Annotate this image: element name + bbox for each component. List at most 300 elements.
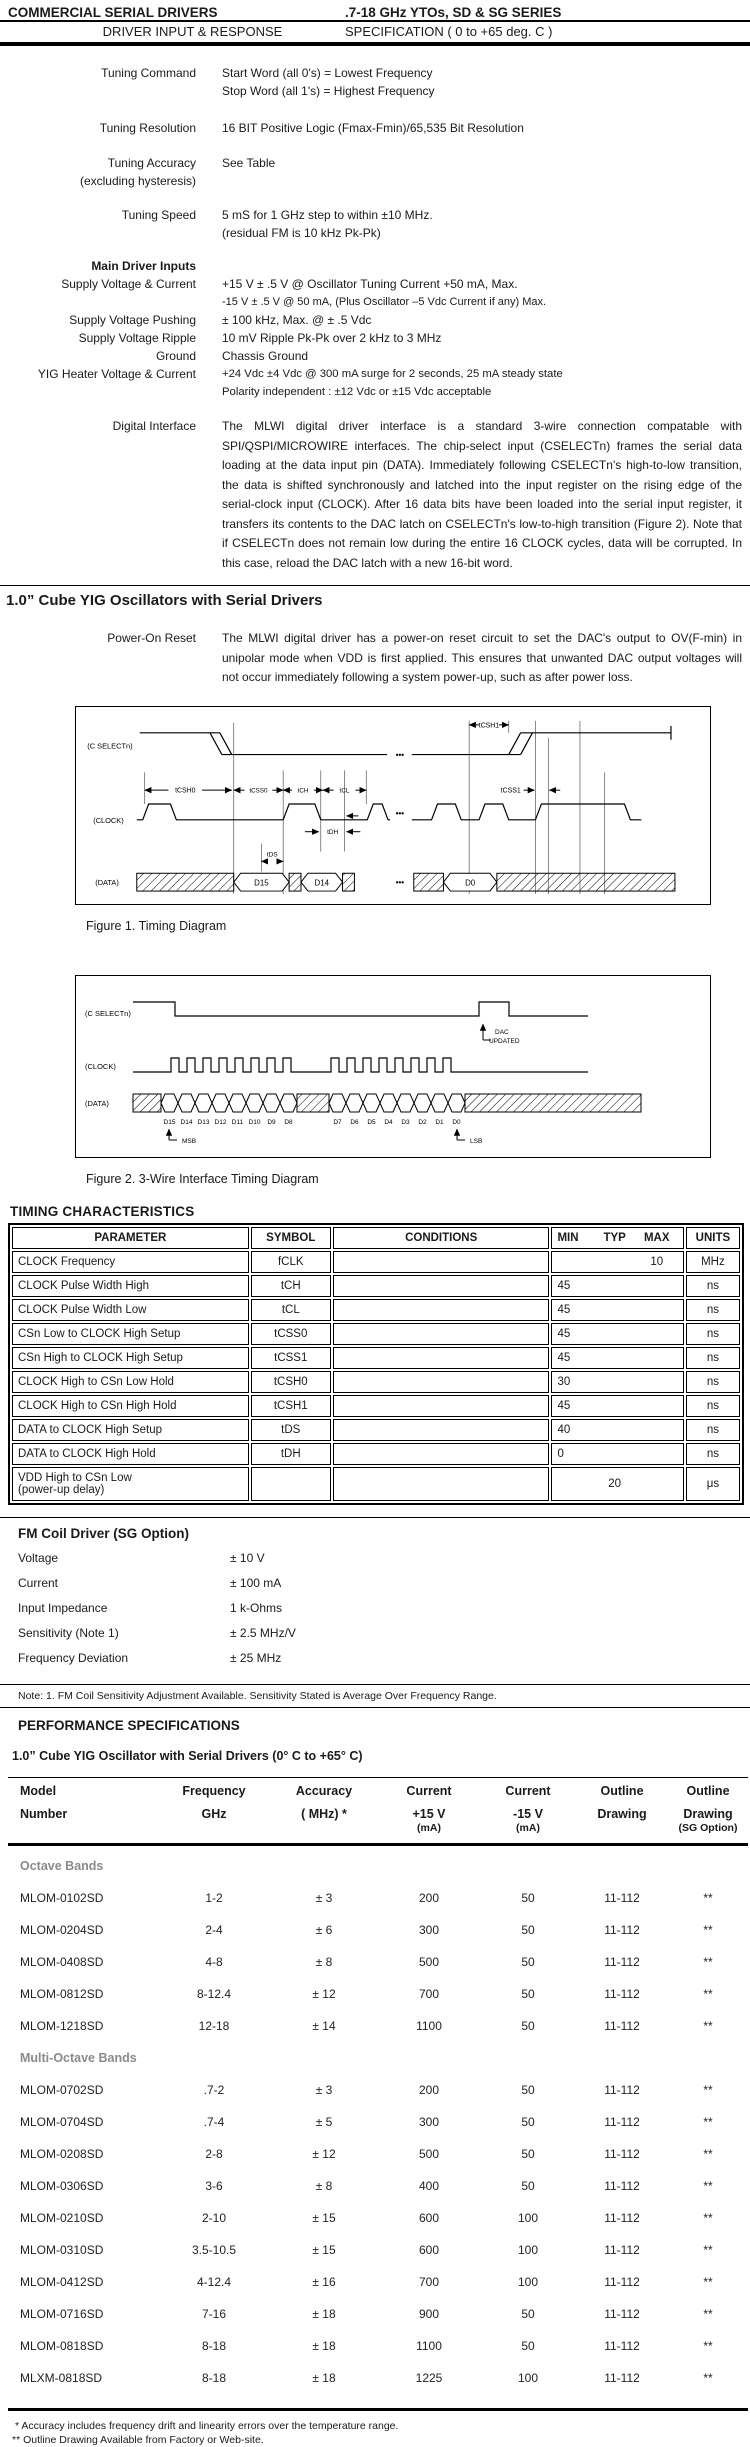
timing-min-typ-max (551, 1443, 683, 1465)
timing-units: MHz (686, 1251, 740, 1273)
spec-label: Supply Voltage Ripple (78, 331, 196, 345)
perf-current-neg15: 50 (521, 2146, 535, 2161)
perf-current-pos15: 700 (418, 1986, 440, 2001)
dac-updated-label: UPDATED (489, 1037, 520, 1045)
perf-column-header (480, 1784, 576, 1835)
fm-coil-value: ± 100 mA (230, 1575, 282, 1590)
perf-frequency: 1-2 (205, 1890, 223, 1905)
bit-labels (164, 1119, 462, 1126)
timing-conditions (333, 1251, 550, 1273)
performance-row (8, 1978, 750, 2010)
perf-current-neg15: 100 (517, 2274, 539, 2289)
timing-symbol: tCSS1 (251, 1347, 331, 1369)
perf-outline-drawing-sg: ** (703, 2018, 713, 2033)
perf-current-neg15: 100 (517, 2210, 539, 2225)
timing-symbol: tCSH0 (251, 1371, 331, 1393)
timing-conditions (333, 1419, 550, 1441)
perf-accuracy: ± 16 (312, 2274, 336, 2289)
signal-label-clock: (CLOCK) (85, 1061, 116, 1071)
timing-header-typ: TYP (603, 1231, 626, 1244)
timing-units: ns (686, 1275, 740, 1297)
spec-value-line: (residual FM is 10 kHz Pk-Pk) (222, 226, 381, 240)
perf-current-neg15: 100 (517, 2242, 539, 2257)
timing-row (12, 1275, 740, 1297)
dimension-arrows (145, 721, 560, 861)
perf-outline-drawing: 11-112 (604, 2146, 640, 2161)
performance-row (8, 2170, 750, 2202)
spec-value-line: Polarity independent : ±12 Vdc or ±15 Vdc acceptable (222, 386, 492, 398)
perf-header-line1: Outline (686, 1783, 730, 1798)
perf-model-number: MLOM-0412SD (20, 2274, 104, 2289)
perf-header-line2: +15 V (412, 1806, 446, 1821)
timing-max-value (636, 1376, 678, 1388)
timing-conditions (333, 1443, 550, 1465)
perf-header-line1: Model (20, 1783, 57, 1798)
footnote-outline: ** Outline Drawing Available from Factory or Web-site. (12, 2433, 264, 2446)
timing-max-value (636, 1400, 678, 1412)
figure1-box (75, 706, 711, 905)
svg-text:D3: D3 (401, 1118, 410, 1126)
spec-label: Digital Interface (112, 419, 196, 433)
perf-model-number: MLOM-0208SD (20, 2146, 104, 2161)
performance-row (8, 2362, 750, 2394)
dim-label-tds: tDS (266, 850, 278, 858)
spec-value (222, 64, 750, 100)
perf-outline-drawing-sg: ** (703, 1986, 713, 2001)
timing-characteristics-heading: TIMING CHARACTERISTICS (10, 1203, 195, 1219)
perf-current-pos15: 500 (418, 2146, 440, 2161)
timing-units: μs (686, 1467, 740, 1501)
performance-row (8, 1882, 750, 1914)
digital-interface-paragraph: The MLWI digital driver interface is a standard 3-wire connection compatable with SPI/QSPI/MICROWIRE interfaces. The chip-select input (CSELECTn) frames the serial data loading at the data input pin (DATA). Immediately following CSELECTn's high-to-low transition, the data is shifted synchronously and latched into the input register on the rising edge of the serial-clock input (CLOCK). After 16 data bits have been loaded into the serial input register, it transfers its contents to the DAC latch on CSELECTn's low-to-high transition (Figure 2). Note that if CSELECTn does not remain low during the entire 16 CLOCK cycles, data will be corrupted. In this case, reload the DAC latch with a new 16-bit word. (222, 419, 742, 570)
fm-coil-row (0, 1651, 750, 1676)
signal-label-cselect: (C SELECTn) (87, 741, 133, 751)
perf-accuracy: ± 18 (312, 2306, 336, 2321)
timing-row (12, 1467, 740, 1501)
perf-outline-drawing-sg: ** (703, 2114, 713, 2129)
perf-model-number: MLOM-0408SD (20, 1954, 104, 1969)
perf-header-line3 (576, 1822, 668, 1835)
perf-current-pos15: 300 (418, 1922, 440, 1937)
svg-text:D5: D5 (367, 1118, 376, 1126)
perf-outline-drawing: 11-112 (604, 2178, 640, 2193)
spec-value-line: +15 V ± .5 V @ Oscillator Tuning Current +50 mA, Max. (222, 277, 518, 291)
fm-coil-row (0, 1551, 750, 1576)
perf-model-number: Octave Bands (20, 1858, 104, 1873)
perf-current-pos15: 400 (418, 2178, 440, 2193)
perf-outline-drawing-sg: ** (703, 1954, 713, 1969)
timing-parameter: CLOCK Frequency (12, 1251, 249, 1273)
perf-accuracy: ± 15 (312, 2242, 336, 2257)
perf-model-number: MLOM-0704SD (20, 2114, 104, 2129)
timing-max-value (636, 1448, 678, 1460)
timing-symbol: tDH (251, 1443, 331, 1465)
svg-text:D2: D2 (418, 1118, 427, 1126)
perf-frequency: .7-2 (203, 2082, 225, 2097)
perf-accuracy: ± 8 (315, 1954, 333, 1969)
dim-label-tcss0: tCSS0 (249, 787, 268, 795)
perf-header-line2: -15 V (513, 1806, 543, 1821)
figure1-caption: Figure 1. Timing Diagram (86, 918, 227, 933)
spec-tuning-resolution (0, 119, 750, 137)
timing-parameter: DATA to CLOCK High Setup (12, 1419, 249, 1441)
fm-coil-value: ± 2.5 MHz/V (230, 1625, 296, 1640)
timing-min-value: 45 (557, 1279, 571, 1292)
perf-column-header (270, 1784, 378, 1835)
spec-supply-voltage-pushing (0, 311, 750, 329)
timing-units: ns (686, 1443, 740, 1465)
timing-parameter: CSn Low to CLOCK High Setup (12, 1323, 249, 1345)
performance-heading: PERFORMANCE SPECIFICATIONS (18, 1717, 240, 1733)
perf-current-pos15: 600 (418, 2210, 440, 2225)
timing-typ-value (594, 1328, 636, 1340)
spec-value (222, 365, 750, 401)
perf-outline-drawing: 11-112 (604, 1890, 640, 1905)
perf-accuracy: ± 8 (315, 2178, 333, 2193)
fm-coil-row (0, 1601, 750, 1626)
spec-value: 16 BIT Positive Logic (Fmax-Fmin)/65,535 Bit Resolution (222, 121, 524, 135)
perf-accuracy: ± 3 (315, 2082, 333, 2097)
perf-outline-drawing-sg: ** (703, 1890, 713, 1905)
perf-model-number: MLOM-0306SD (20, 2178, 104, 2193)
dim-label-tcsh1: tCSH1 (478, 721, 500, 729)
power-on-reset-paragraph: The MLWI digital driver has a power-on reset circuit to set the DAC's output to OV(F-min) in unipolar mode when VDD is first applied. This ensures that unwanted DAC output voltages will not occur immediately following a system power-up, such as after power loss. (222, 631, 742, 684)
fm-coil-label: Voltage (18, 1550, 59, 1565)
perf-bottom-rule (8, 2408, 748, 2411)
perf-accuracy: ± 18 (312, 2370, 336, 2385)
timing-parameter: CLOCK High to CSn Low Hold (12, 1371, 249, 1393)
spec-yig-heater (0, 365, 750, 401)
doc-subtitle-left: DRIVER INPUT & RESPONSE (102, 24, 283, 39)
dim-label-tcss1: tCSS1 (500, 787, 521, 795)
timing-min-value: 40 (557, 1423, 571, 1436)
fm-note-rule-top (0, 1684, 750, 1685)
perf-outline-drawing: 11-112 (604, 2274, 640, 2289)
signal-label-cselect: (C SELECTn) (85, 1008, 131, 1018)
spec-value: Chassis Ground (222, 349, 309, 363)
timing-units: ns (686, 1419, 740, 1441)
spec-value: 10 mV Ripple Pk-Pk over 2 kHz to 3 MHz (222, 331, 442, 345)
perf-outline-drawing-sg: ** (703, 1922, 713, 1937)
performance-row (8, 2074, 750, 2106)
perf-header-line1: Current (505, 1783, 551, 1798)
document-header (0, 2, 750, 46)
spec-supply-voltage-current (0, 275, 750, 311)
timing-min-typ-max (551, 1299, 683, 1321)
performance-row (8, 2330, 750, 2362)
timing-parameter: CLOCK Pulse Width High (12, 1275, 249, 1297)
fm-coil-rows (0, 1551, 750, 1676)
svg-text:D9: D9 (267, 1118, 276, 1126)
doc-title-left: COMMERCIAL SERIAL DRIVERS (8, 5, 218, 20)
section-heading: 1.0” Cube YIG Oscillators with Serial Drivers (6, 592, 323, 609)
performance-table-body (0, 1846, 750, 2394)
doc-title-right: .7-18 GHz YTOs, SD & SG SERIES (345, 5, 562, 20)
perf-frequency: 8-12.4 (196, 1986, 232, 2001)
continuation-dots: ••• (395, 808, 405, 818)
perf-current-pos15: 1100 (416, 2018, 442, 2033)
perf-outline-drawing-sg: ** (703, 2178, 713, 2193)
spec-tuning-accuracy (0, 154, 750, 190)
fm-coil-value: 1 k-Ohms (230, 1600, 283, 1615)
spec-main-driver-inputs (0, 257, 750, 275)
perf-current-neg15: 50 (521, 2306, 535, 2321)
perf-current-pos15: 500 (418, 1954, 440, 1969)
perf-outline-drawing: 11-112 (604, 2306, 640, 2321)
perf-accuracy: ± 12 (312, 2146, 336, 2161)
cselect-waveform (140, 725, 671, 754)
perf-header-line2: Drawing (597, 1806, 647, 1821)
perf-current-neg15: 50 (521, 2018, 535, 2033)
perf-current-pos15: 300 (418, 2114, 440, 2129)
spec-label: Ground (155, 349, 196, 363)
svg-text:D4: D4 (384, 1118, 393, 1126)
spec-value: ± 100 kHz, Max. @ ± .5 Vdc (222, 313, 372, 327)
timing-parameter: CSn High to CLOCK High Setup (12, 1347, 249, 1369)
timing-min-typ-max (551, 1323, 683, 1345)
perf-header-line1: Accuracy (295, 1783, 353, 1798)
dim-label-tcl: tCL (339, 787, 350, 795)
dim-label-tch: tCH (297, 787, 309, 795)
perf-model-number: MLOM-0812SD (20, 1986, 104, 2001)
perf-header-line3: (mA) (516, 1821, 540, 1834)
svg-text:D12: D12 (214, 1118, 227, 1126)
fm-coil-heading: FM Coil Driver (SG Option) (18, 1525, 189, 1541)
dac-updated-label: DAC (495, 1028, 509, 1036)
driver-specs-section (0, 64, 750, 573)
perf-header-line2: Number (20, 1806, 68, 1821)
perf-outline-drawing: 11-112 (604, 2338, 640, 2353)
svg-text:D6: D6 (350, 1118, 359, 1126)
spec-digital-interface (0, 417, 750, 573)
fm-coil-value: ± 10 V (230, 1550, 265, 1565)
perf-frequency: 8-18 (201, 2338, 227, 2353)
doc-subtitle-right: SPECIFICATION ( 0 to +65 deg. C ) (345, 24, 553, 39)
perf-model-number: MLOM-0818SD (20, 2338, 104, 2353)
msb-label: MSB (182, 1137, 197, 1145)
perf-accuracy: ± 6 (315, 1922, 333, 1937)
timing-min-value (557, 1478, 593, 1490)
data-cell-d15: D15 (254, 878, 269, 888)
timing-units: ns (686, 1347, 740, 1369)
perf-outline-drawing: 11-112 (604, 2082, 640, 2097)
performance-row (8, 2298, 750, 2330)
timing-min-typ-max (551, 1347, 683, 1369)
spec-value-line: Stop Word (all 1's) = Highest Frequency (222, 84, 435, 98)
spec-supply-voltage-ripple (0, 329, 750, 347)
perf-current-neg15: 50 (521, 2178, 535, 2193)
perf-column-header (158, 1784, 270, 1835)
dim-label-tdh: tDH (327, 828, 339, 836)
timing-typ-value: 20 (608, 1477, 622, 1490)
perf-frequency: 3.5-10.5 (191, 2242, 237, 2257)
timing-min-value (557, 1256, 593, 1268)
timing-conditions (333, 1323, 550, 1345)
cselect-waveform (133, 1002, 588, 1016)
svg-text:D13: D13 (197, 1118, 210, 1126)
performance-row (8, 1914, 750, 1946)
timing-max-value (636, 1478, 678, 1490)
perf-outline-drawing-sg: ** (703, 2082, 713, 2097)
timing-typ-value (594, 1256, 636, 1268)
timing-conditions (333, 1395, 550, 1417)
performance-row (8, 2042, 750, 2074)
perf-model-number: MLOM-0102SD (20, 1890, 104, 1905)
timing-min-value: 45 (557, 1303, 571, 1316)
perf-accuracy: ± 12 (312, 1986, 336, 2001)
fm-coil-label: Sensitivity (Note 1) (18, 1625, 119, 1640)
perf-header-line1: Frequency (182, 1783, 246, 1798)
data-cell-d0: D0 (465, 878, 476, 888)
perf-header-line3 (158, 1822, 270, 1835)
perf-current-pos15: 1225 (415, 2370, 443, 2385)
spec-value-line: Start Word (all 0's) = Lowest Frequency (222, 66, 433, 80)
spec-label: Power-On Reset (107, 631, 196, 645)
perf-header-line1: Current (406, 1783, 452, 1798)
perf-model-number: Multi-Octave Bands (20, 2050, 137, 2065)
perf-frequency: 12-18 (198, 2018, 230, 2033)
timing-symbol: tCSS0 (251, 1323, 331, 1345)
timing-units: ns (686, 1371, 740, 1393)
perf-model-number: MLOM-0702SD (20, 2082, 104, 2097)
timing-symbol: fCLK (251, 1251, 331, 1273)
spec-value (222, 275, 750, 311)
timing-parameter: VDD High to CSn Low (power-up delay) (12, 1467, 249, 1501)
timing-symbol (251, 1467, 331, 1501)
timing-max-value (636, 1280, 678, 1292)
perf-outline-drawing-sg: ** (703, 2338, 713, 2353)
fm-note-rule-bottom (0, 1707, 750, 1708)
spec-value-line: +24 Vdc ±4 Vdc @ 300 mA surge for 2 seconds, 25 mA steady state (222, 368, 563, 380)
perf-outline-drawing-sg: ** (703, 2146, 713, 2161)
timing-conditions (333, 1347, 550, 1369)
timing-min-value: 45 (557, 1399, 571, 1412)
svg-text:D1: D1 (435, 1118, 444, 1126)
perf-header-line2: ( MHz) * (301, 1806, 347, 1821)
perf-accuracy: ± 18 (312, 2338, 336, 2353)
perf-outline-drawing-sg: ** (703, 2274, 713, 2289)
perf-frequency: 3-6 (205, 2178, 223, 2193)
perf-frequency: 2-4 (205, 1922, 223, 1937)
perf-outline-drawing-sg: ** (703, 2210, 713, 2225)
timing-conditions (333, 1299, 550, 1321)
perf-header-line2: Drawing (683, 1806, 733, 1821)
svg-text:D11: D11 (231, 1118, 244, 1126)
fm-coil-row (0, 1626, 750, 1651)
timing-header-parameter: PARAMETER (12, 1227, 249, 1249)
perf-frequency: 2-8 (205, 2146, 223, 2161)
timing-row (12, 1395, 740, 1417)
header-rule-2 (0, 42, 750, 46)
performance-row (8, 1946, 750, 1978)
perf-current-pos15: 1100 (416, 2338, 442, 2353)
timing-typ-value (594, 1400, 636, 1412)
spec-power-on-reset (0, 629, 750, 688)
timing-parameter: CLOCK Pulse Width Low (12, 1299, 249, 1321)
fm-coil-label: Frequency Deviation (18, 1650, 129, 1665)
timing-units: ns (686, 1299, 740, 1321)
timing-header-units: UNITS (686, 1227, 740, 1249)
timing-header-min: MIN (557, 1231, 579, 1244)
perf-outline-drawing: 11-112 (604, 2018, 640, 2033)
timing-row (12, 1347, 740, 1369)
perf-column-header (8, 1784, 158, 1835)
perf-outline-drawing-sg: ** (703, 2370, 713, 2385)
timing-conditions (333, 1467, 550, 1501)
svg-text:D7: D7 (333, 1118, 342, 1126)
timing-symbol: tCH (251, 1275, 331, 1297)
timing-min-value: 30 (557, 1375, 571, 1388)
data-band (137, 873, 675, 891)
perf-outline-drawing: 11-112 (604, 2370, 640, 2385)
spec-tuning-command (0, 64, 750, 100)
timing-min-typ-max (551, 1371, 683, 1393)
performance-table-header (0, 1778, 750, 1843)
footnote-accuracy: * Accuracy includes frequency drift and linearity errors over the temperature range. (15, 2419, 399, 2432)
timing-symbol: tDS (251, 1419, 331, 1441)
timing-max-value (636, 1352, 678, 1364)
timing-row (12, 1371, 740, 1393)
timing-header-conditions: CONDITIONS (333, 1227, 550, 1249)
svg-text:D15: D15 (163, 1118, 176, 1126)
timing-header-symbol: SYMBOL (251, 1227, 331, 1249)
perf-outline-drawing: 11-112 (604, 1922, 640, 1937)
timing-table-head (12, 1227, 740, 1249)
perf-accuracy: ± 15 (312, 2210, 336, 2225)
perf-model-number: MLXM-0818SD (20, 2370, 103, 2385)
signal-label-data: (DATA) (85, 1098, 109, 1108)
perf-accuracy: ± 5 (315, 2114, 333, 2129)
timing-min-typ-max (551, 1395, 683, 1417)
svg-text:D10: D10 (248, 1118, 261, 1126)
figure2-timing-diagram (82, 982, 702, 1150)
timing-table-body (12, 1251, 740, 1501)
timing-min-typ-max (551, 1419, 683, 1441)
perf-column-header (668, 1784, 748, 1835)
perf-current-neg15: 50 (521, 2114, 535, 2129)
perf-header-line1: Outline (600, 1783, 644, 1798)
perf-model-number: MLOM-0204SD (20, 1922, 104, 1937)
performance-row (8, 2138, 750, 2170)
timing-typ-value (594, 1448, 636, 1460)
perf-header-line3: (SG Option) (678, 1821, 738, 1834)
perf-current-neg15: 50 (521, 2338, 535, 2353)
perf-accuracy: ± 14 (312, 2018, 336, 2033)
perf-current-pos15: 600 (418, 2242, 440, 2257)
timing-min-value: 0 (557, 1447, 564, 1460)
spec-label: YIG Heater Voltage & Current (37, 367, 196, 381)
data-cell-d14: D14 (314, 878, 330, 888)
perf-current-pos15: 700 (418, 2274, 440, 2289)
timing-min-typ-max (551, 1251, 683, 1273)
spec-label: Tuning Speed (121, 208, 196, 222)
svg-text:D14: D14 (180, 1118, 193, 1126)
perf-frequency: 8-18 (201, 2370, 227, 2385)
perf-header-line3 (20, 1822, 158, 1835)
perf-current-pos15: 900 (418, 2306, 440, 2321)
timing-table (8, 1223, 744, 1505)
timing-min-typ-max (551, 1275, 683, 1297)
lsb-label: LSB (470, 1137, 483, 1145)
timing-typ-value (594, 1280, 636, 1292)
timing-row (12, 1299, 740, 1321)
timing-typ-value (594, 1352, 636, 1364)
fm-coil-value: ± 25 MHz (230, 1650, 282, 1665)
performance-subheading: 1.0” Cube YIG Oscillator with Serial Drivers (0° C to +65° C) (12, 1748, 363, 1763)
timing-conditions (333, 1275, 550, 1297)
perf-outline-drawing-sg: ** (703, 2306, 713, 2321)
perf-current-neg15: 50 (521, 1922, 535, 1937)
